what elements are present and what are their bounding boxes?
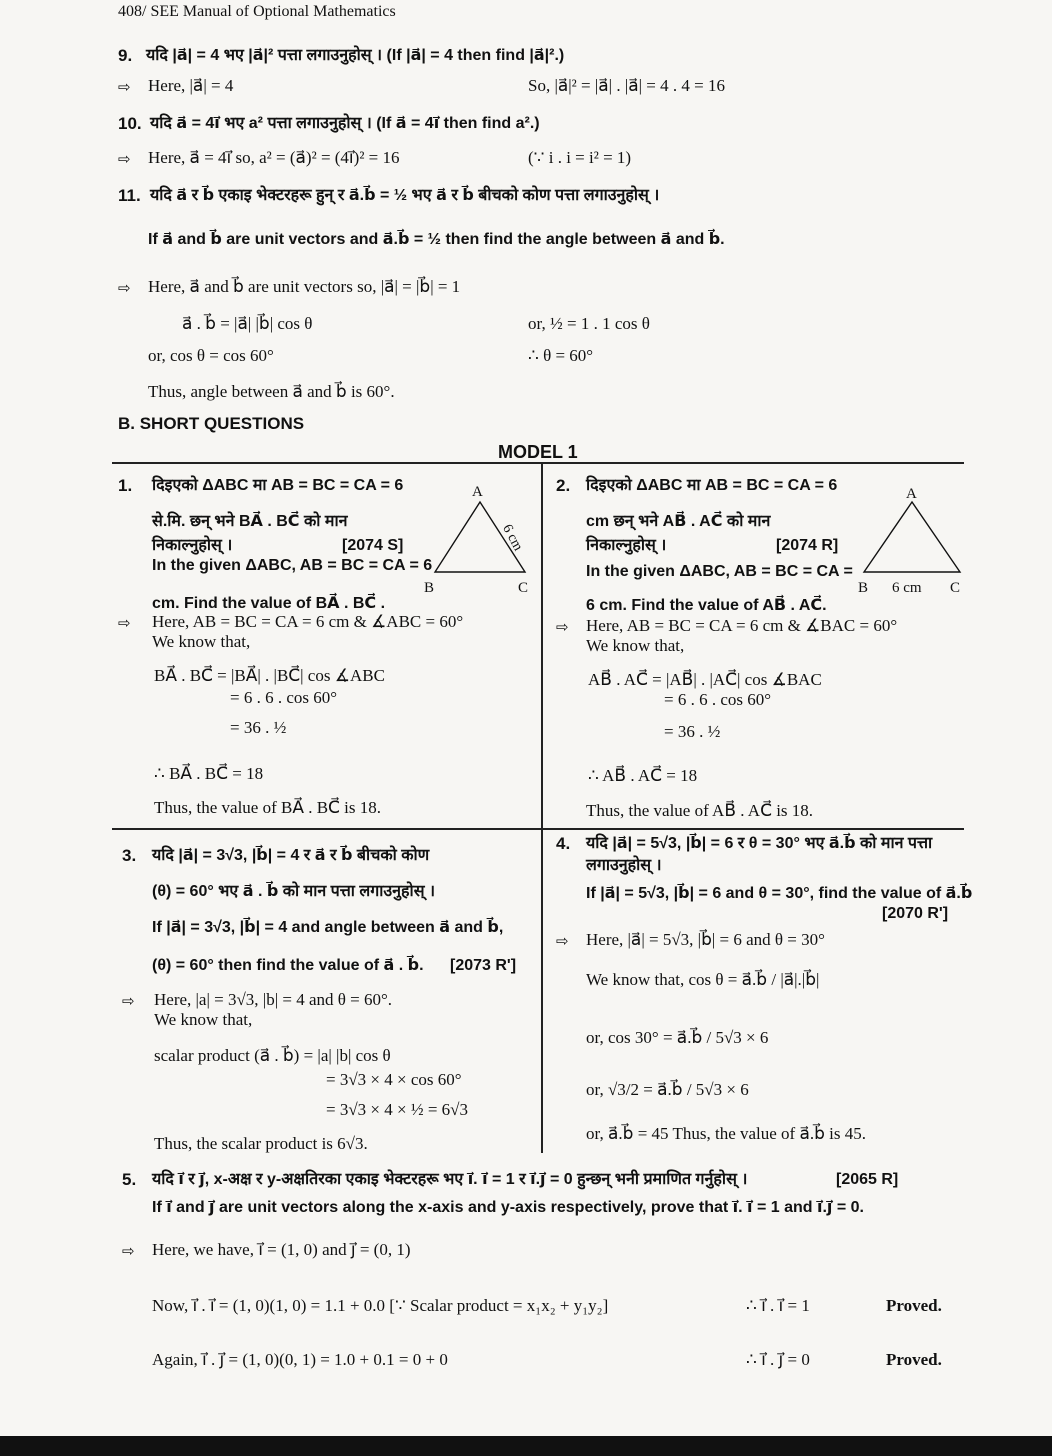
q10-number: 10. <box>118 114 142 133</box>
q11-line2a: a⃗ . b⃗ = |a⃗| |b⃗| cos θ <box>182 314 313 333</box>
p3-question-line4: (θ) = 60° then find the value of a⃗ . b⃗. <box>152 957 424 974</box>
p2-line7: Thus, the value of AB⃗ . AC⃗ is 18. <box>586 801 814 820</box>
p2-side-label: 6 cm <box>892 580 922 596</box>
answer-arrow-icon: ⇨ <box>118 279 131 297</box>
q10-answer-left: Here, a⃗ = 4i⃗ so, a² = (a⃗)² = (4i⃗)² = 16 <box>148 148 400 167</box>
p2-line2: We know that, <box>586 636 685 655</box>
p2-number: 2. <box>556 476 571 495</box>
p5-question-nepali: यदि i⃗ र j⃗, x-अक्ष र y-अक्षतिरका एकाइ भेक्टरहरू भए i⃗. i⃗ = 1 र i⃗.j⃗ = 0 हुन्छन् भनी प्रमाणित गर्नुहोस् । <box>152 1171 748 1188</box>
row-divider <box>112 828 964 830</box>
p2-line1: Here, AB = BC = CA = 6 cm & ∡BAC = 60° <box>586 616 898 635</box>
column-divider <box>541 463 543 1153</box>
p5-proved-1: Proved. <box>886 1296 942 1315</box>
p1-line2: We know that, <box>152 632 251 651</box>
p2-line5: = 36 . ½ <box>664 722 721 741</box>
p1-vertex-b: B <box>424 580 435 596</box>
p4-line1: Here, |a⃗| = 5√3, |b⃗| = 6 and θ = 30° <box>586 930 825 949</box>
p1-question-line5: cm. Find the value of BA⃗ . BC⃗ . <box>152 595 386 612</box>
q11-line2b: or, ½ = 1 . 1 cos θ <box>528 314 650 333</box>
answer-arrow-icon: ⇨ <box>556 618 569 636</box>
p2-question-line2: cm छन् भने AB⃗ . AC⃗ को मान <box>586 513 771 530</box>
p3-line4: = 3√3 × 4 × cos 60° <box>326 1070 462 1089</box>
q11-number: 11. <box>118 186 141 205</box>
p1-reference: [2074 S] <box>342 537 404 554</box>
p4-line5: or, a⃗.b⃗ = 45 Thus, the value of a⃗.b⃗ is 45. <box>586 1124 867 1143</box>
q9-question: यदि |a⃗| = 4 भए |a⃗|² पत्ता लगाउनुहोस् । (If |a⃗| = 4 then find |a⃗|².) <box>146 47 565 64</box>
p1-question-line1: दिइएको ΔABC मा AB = BC = CA = 6 <box>152 477 404 494</box>
p5-reference: [2065 R] <box>836 1171 899 1188</box>
q11-line1: Here, a⃗ and b⃗ are unit vectors so, |a⃗| = |b⃗| = 1 <box>148 277 461 296</box>
answer-arrow-icon: ⇨ <box>118 78 131 96</box>
p5-number: 5. <box>122 1170 137 1189</box>
p3-question-line1: यदि |a⃗| = 3√3, |b⃗| = 4 र a⃗ र b⃗ बीचको कोण <box>152 847 430 864</box>
p2-line3: AB⃗ . AC⃗ = |AB⃗| . |AC⃗| cos ∡BAC <box>588 670 822 689</box>
answer-arrow-icon: ⇨ <box>118 150 131 168</box>
p5-line2: Now, i⃗ . i⃗ = (1, 0)(1, 0) = 1.1 + 0.0 [∵ Scalar product = x₁x₂ + y₁y₂] <box>152 1296 609 1315</box>
p2-line6: ∴ AB⃗ . AC⃗ = 18 <box>588 766 698 785</box>
p1-line3: BA⃗ . BC⃗ = |BA⃗| . |BC⃗| cos ∡ABC <box>154 666 385 685</box>
p1-side-label: 6 cm <box>499 522 526 554</box>
q10-question: यदि a⃗ = 4i⃗ भए a² पत्ता लगाउनुहोस् । (If a⃗ = 4i⃗ then find a².) <box>150 115 540 132</box>
p1-line7: Thus, the value of BA⃗ . BC⃗ is 18. <box>154 798 382 817</box>
answer-arrow-icon: ⇨ <box>118 614 131 632</box>
p2-question-line3: निकाल्नुहोस् । <box>586 537 667 554</box>
p5-line2-result: ∴ i⃗ . i⃗ = 1 <box>746 1296 810 1315</box>
p2-vertex-c: C <box>950 580 961 596</box>
p2-question-line5: 6 cm. Find the value of AB⃗ . AC⃗. <box>586 597 827 614</box>
p5-line1: Here, we have, i⃗ = (1, 0) and j⃗ = (0, 1) <box>152 1240 411 1259</box>
p3-line2: We know that, <box>154 1010 253 1029</box>
p5-line3: Again, i⃗ . j⃗ = (1, 0)(0, 1) = 1.0 + 0.1 = 0 + 0 <box>152 1350 448 1369</box>
answer-arrow-icon: ⇨ <box>122 992 135 1010</box>
p5-proved-2: Proved. <box>886 1350 942 1369</box>
p1-question-line4: In the given ΔABC, AB = BC = CA = 6 <box>152 557 433 574</box>
p4-question-line1: यदि |a⃗| = 5√3, |b⃗| = 6 र θ = 30° भए a⃗.b⃗ को मान पत्ता <box>586 835 933 852</box>
q11-line3a: or, cos θ = cos 60° <box>148 346 274 365</box>
p3-reference: [2073 R'] <box>450 957 517 974</box>
p3-question-line3: If |a⃗| = 3√3, |b⃗| = 4 and angle between a⃗ and b⃗, <box>152 919 504 936</box>
p1-number: 1. <box>118 476 133 495</box>
p4-line2: We know that, cos θ = a⃗.b⃗ / |a⃗|.|b⃗| <box>586 970 820 989</box>
p3-number: 3. <box>122 846 137 865</box>
q11-question-english: If a⃗ and b⃗ are unit vectors and a⃗.b⃗ = ½ then find the angle between a⃗ and b⃗. <box>148 231 725 248</box>
p2-question-line4: In the given ΔABC, AB = BC = CA = <box>586 563 853 580</box>
p2-vertex-a: A <box>906 486 917 502</box>
p1-vertex-c: C <box>518 580 529 596</box>
p1-line6: ∴ BA⃗ . BC⃗ = 18 <box>154 764 264 783</box>
p2-reference: [2074 R] <box>776 537 839 554</box>
section-title: B. SHORT QUESTIONS <box>118 414 305 433</box>
q11-question-nepali: यदि a⃗ र b⃗ एकाइ भेक्टरहरू हुन् र a⃗.b⃗ = ½ भए a⃗ र b⃗ बीचको कोण पत्ता लगाउनुहोस् । <box>150 187 660 204</box>
p1-line1: Here, AB = BC = CA = 6 cm & ∡ABC = 60° <box>152 612 464 631</box>
p3-line6: Thus, the scalar product is 6√3. <box>154 1134 368 1153</box>
answer-arrow-icon: ⇨ <box>122 1242 135 1260</box>
p3-line3: scalar product (a⃗ . b⃗) = |a| |b| cos θ <box>154 1046 391 1065</box>
p3-line5: = 3√3 × 4 × ½ = 6√3 <box>326 1100 469 1119</box>
p1-line4: = 6 . 6 . cos 60° <box>230 688 338 707</box>
p5-question-english: If i⃗ and j⃗ are unit vectors along the x-axis and y-axis respectively, prove that i⃗. i⃗ = 1 and i⃗.j⃗ = 0. <box>152 1199 864 1216</box>
model-title: MODEL 1 <box>498 442 578 462</box>
p4-number: 4. <box>556 834 571 853</box>
p3-question-line2: (θ) = 60° भए a⃗ . b⃗ को मान पत्ता लगाउनुहोस् । <box>152 883 436 900</box>
p2-line4: = 6 . 6 . cos 60° <box>664 690 772 709</box>
p2-question-line1: दिइएको ΔABC मा AB = BC = CA = 6 <box>586 477 838 494</box>
p4-line4: or, √3/2 = a⃗.b⃗ / 5√3 × 6 <box>586 1080 749 1099</box>
q11-conclusion: Thus, angle between a⃗ and b⃗ is 60°. <box>148 382 395 401</box>
p1-vertex-a: A <box>472 484 483 500</box>
p3-line1: Here, |a| = 3√3, |b| = 4 and θ = 60°. <box>154 990 393 1009</box>
p1-question-line3: निकाल्नुहोस् । <box>152 537 233 554</box>
page-bottom-edge <box>0 1436 1052 1456</box>
q9-number: 9. <box>118 46 133 65</box>
answer-arrow-icon: ⇨ <box>556 932 569 950</box>
section-divider <box>112 462 964 464</box>
p4-reference: [2070 R'] <box>882 905 949 922</box>
p5-line3-result: ∴ i⃗ . j⃗ = 0 <box>746 1350 810 1369</box>
p1-line5: = 36 . ½ <box>230 718 287 737</box>
p4-line3: or, cos 30° = a⃗.b⃗ / 5√3 × 6 <box>586 1028 769 1047</box>
p4-question-line2: लगाउनुहोस् । <box>586 857 662 874</box>
p2-vertex-b: B <box>858 580 869 596</box>
q9-answer-right: So, |a⃗|² = |a⃗| . |a⃗| = 4 . 4 = 16 <box>528 76 725 95</box>
page-header: 408/ SEE Manual of Optional Mathematics <box>118 3 396 20</box>
q11-line3b: ∴ θ = 60° <box>528 346 594 365</box>
q10-answer-right: (∵ i . i = i² = 1) <box>528 148 632 167</box>
p4-question-line3: If |a⃗| = 5√3, |b⃗| = 6 and θ = 30°, find the value of a⃗.b⃗ <box>586 885 973 902</box>
p1-question-line2: से.मि. छन् भने BA⃗ . BC⃗ को मान <box>152 513 348 530</box>
q9-answer-left: Here, |a⃗| = 4 <box>148 76 234 95</box>
